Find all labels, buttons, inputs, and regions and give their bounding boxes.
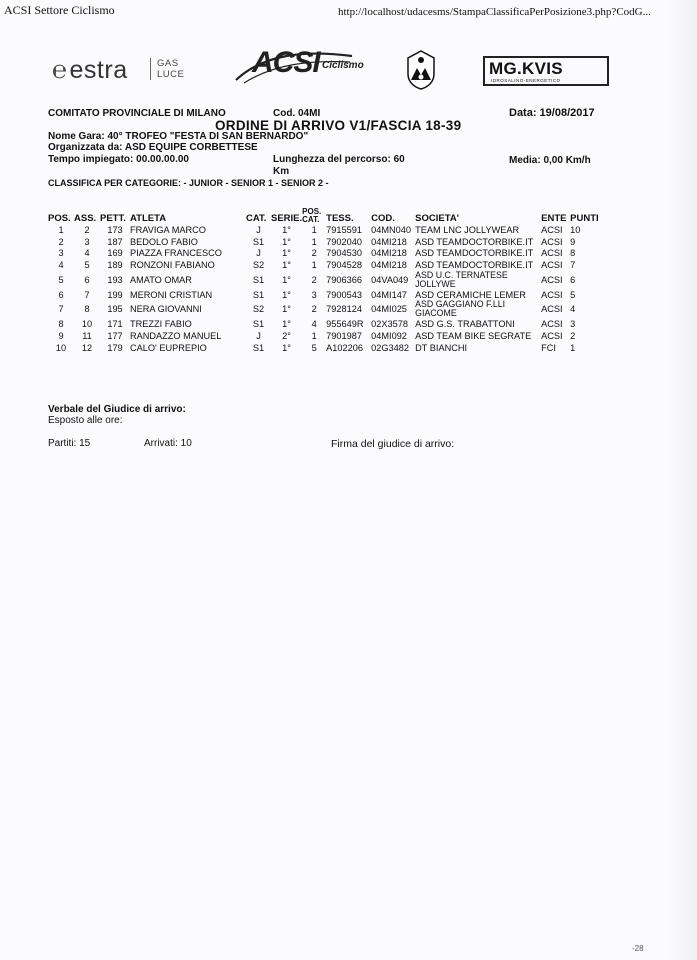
cell-cod: 04MI218 bbox=[371, 259, 407, 270]
cell-pett: 171 bbox=[107, 319, 123, 330]
cell-cat: J bbox=[256, 224, 261, 235]
cell-ass: 7 bbox=[84, 289, 90, 300]
cell-poscat: 5 bbox=[311, 342, 317, 353]
col-serie: SERIE. bbox=[271, 213, 303, 224]
cell-pos: 8 bbox=[58, 319, 64, 330]
cell-pett: 169 bbox=[107, 248, 123, 259]
cell-cod: 02X3578 bbox=[371, 319, 408, 330]
cell-ass: 10 bbox=[81, 319, 93, 330]
cell-ente: ACSI bbox=[541, 236, 563, 247]
table-row bbox=[48, 342, 600, 354]
col-cod: COD. bbox=[371, 213, 395, 224]
table-row bbox=[48, 318, 600, 330]
cell-cat: S1 bbox=[252, 319, 265, 330]
cell-ente: FCI bbox=[541, 342, 556, 353]
cycling-emblem-icon bbox=[404, 50, 438, 90]
cell-atleta: AMATO OMAR bbox=[130, 274, 192, 285]
cell-poscat: 1 bbox=[311, 236, 317, 247]
cell-ente: ACSI bbox=[541, 289, 563, 300]
cell-pos: 2 bbox=[58, 236, 64, 247]
cell-ass: 11 bbox=[82, 330, 92, 341]
course-length: Lunghezza del percorso: 60 bbox=[273, 154, 405, 165]
cell-atleta: MERONI CRISTIAN bbox=[130, 289, 213, 300]
cell-atleta: TREZZI FABIO bbox=[130, 319, 192, 330]
cell-pos: 7 bbox=[58, 304, 64, 315]
cell-societa: ASD GAGGIANO F.LLI GIACOME bbox=[415, 299, 506, 319]
cell-punti: 5 bbox=[570, 289, 576, 300]
cell-ass: 2 bbox=[84, 224, 90, 235]
cell-serie: 1° bbox=[282, 236, 291, 247]
table-row bbox=[48, 271, 600, 289]
cell-tess: 7902040 bbox=[326, 236, 362, 247]
cell-poscat: 1 bbox=[311, 330, 317, 341]
cell-societa: ASD CERAMICHE LEMER bbox=[415, 289, 526, 300]
cell-ass: 6 bbox=[84, 274, 90, 285]
cell-cat: S2 bbox=[252, 304, 265, 315]
cell-ente: ACSI bbox=[541, 319, 563, 330]
col-pos: POS. bbox=[48, 213, 71, 224]
organizer: Organizzata da: ASD EQUIPE CORBETTESE bbox=[48, 142, 258, 153]
cell-pos: 5 bbox=[58, 274, 64, 285]
cell-atleta: RANDAZZO MANUEL bbox=[130, 330, 222, 341]
col-tess: TESS. bbox=[326, 213, 354, 224]
cell-ente: ACSI bbox=[541, 248, 563, 259]
cell-atleta: BEDOLO FABIO bbox=[130, 236, 198, 247]
cell-pett: 199 bbox=[107, 289, 123, 300]
cell-cat: S1 bbox=[252, 274, 265, 285]
cell-cod: 04MI218 bbox=[371, 236, 407, 247]
average-speed: Media: 0,00 Km/h bbox=[509, 155, 591, 166]
cell-tess: 7915591 bbox=[326, 224, 362, 235]
partiti-count: Partiti: 15 bbox=[48, 438, 91, 449]
cell-punti: 1 bbox=[570, 342, 576, 353]
table-row bbox=[48, 259, 600, 271]
cell-societa: ASD G.S. TRABATTONI bbox=[415, 319, 515, 330]
cell-serie: 2° bbox=[282, 330, 291, 341]
cell-pos: 6 bbox=[58, 289, 64, 300]
cell-atleta: PIAZZA FRANCESCO bbox=[130, 248, 222, 259]
acsi-logo-text: ACSI bbox=[252, 46, 320, 79]
table-row bbox=[48, 224, 600, 236]
cell-societa: ASD TEAMDOCTORBIKE.IT bbox=[415, 236, 534, 247]
cell-societa: ASD TEAMDOCTORBIKE.IT bbox=[415, 259, 534, 270]
cell-serie: 1° bbox=[282, 224, 291, 235]
cell-serie: 1° bbox=[282, 259, 291, 270]
cell-atleta: NERA GIOVANNI bbox=[130, 304, 202, 315]
cell-serie: 1° bbox=[282, 342, 291, 353]
committee-name: COMITATO PROVINCIALE DI MILANO bbox=[48, 108, 226, 119]
verbale-label: Verbale del Giudice di arrivo: bbox=[48, 404, 186, 415]
cell-poscat: 1 bbox=[311, 259, 317, 270]
cell-cod: 04MI025 bbox=[371, 304, 407, 315]
results-table bbox=[48, 208, 600, 354]
cell-cat: S1 bbox=[252, 236, 265, 247]
col-atleta: ATLETA bbox=[130, 213, 167, 224]
cell-serie: 1° bbox=[282, 319, 291, 330]
cell-ass: 8 bbox=[84, 304, 90, 315]
cell-punti: 9 bbox=[570, 236, 576, 247]
arrivati-count: Arrivati: 10 bbox=[144, 438, 192, 449]
cell-ass: 3 bbox=[84, 236, 90, 247]
cell-pos: 10 bbox=[55, 342, 67, 353]
cell-tess: 7904530 bbox=[326, 248, 362, 259]
cell-societa: DT BIANCHI bbox=[415, 342, 468, 353]
col-poscat: POS. CAT. bbox=[302, 207, 322, 224]
cell-ente: ACSI bbox=[541, 259, 563, 270]
acsi-logo-sub: Ciclismo bbox=[322, 60, 364, 71]
cell-punti: 8 bbox=[570, 248, 576, 259]
cell-cod: 02G3482 bbox=[371, 342, 409, 353]
cell-poscat: 2 bbox=[311, 304, 317, 315]
cell-pett: 177 bbox=[107, 330, 123, 341]
cell-poscat: 1 bbox=[311, 224, 317, 235]
col-ass: ASS. bbox=[74, 213, 97, 224]
cell-pett: 179 bbox=[107, 342, 123, 353]
table-row bbox=[48, 236, 600, 248]
cell-pett: 195 bbox=[107, 304, 123, 315]
cell-punti: 6 bbox=[570, 274, 576, 285]
page-shadow bbox=[667, 0, 697, 960]
col-societa: SOCIETA' bbox=[415, 213, 459, 224]
table-row bbox=[48, 247, 600, 259]
cell-cat: J bbox=[256, 248, 261, 259]
time-taken: Tempo impiegato: 00.00.00.00 bbox=[48, 154, 189, 165]
cell-pos: 9 bbox=[58, 330, 64, 341]
gas-luce-logo: GAS LUCE bbox=[150, 58, 184, 80]
cell-pos: 3 bbox=[58, 248, 64, 259]
cell-punti: 10 bbox=[570, 224, 581, 235]
cell-atleta: RONZONI FABIANO bbox=[130, 259, 215, 270]
print-header-url: http://localhost/udacesms/StampaClassificaPerPosizione3.php?CodG... bbox=[338, 6, 651, 18]
table-row bbox=[48, 289, 600, 301]
cell-tess: 7904528 bbox=[326, 259, 362, 270]
cell-tess: 7900543 bbox=[326, 289, 362, 300]
cell-ente: ACSI bbox=[541, 274, 563, 285]
page-title: ORDINE DI ARRIVO V1/FASCIA 18-39 bbox=[215, 118, 462, 133]
cell-ente: ACSI bbox=[541, 224, 563, 235]
course-length-unit: Km bbox=[273, 166, 290, 177]
cell-cat: S1 bbox=[252, 342, 265, 353]
cell-cod: 04MI147 bbox=[371, 289, 407, 300]
race-name: Nome Gara: 40° TROFEO "FESTA DI SAN BERNARDO" bbox=[48, 131, 309, 142]
cell-cat: S2 bbox=[252, 259, 265, 270]
cell-punti: 2 bbox=[570, 330, 576, 341]
col-pett: PETT. bbox=[100, 213, 126, 224]
cell-tess: 7928124 bbox=[326, 304, 362, 315]
cell-serie: 1° bbox=[282, 248, 291, 259]
categories-line: CLASSIFICA PER CATEGORIE: - JUNIOR - SENIOR 1 - SENIOR 2 - bbox=[48, 178, 329, 188]
cell-pos: 1 bbox=[58, 224, 64, 235]
estra-logo: ℮estra bbox=[52, 56, 128, 84]
cell-ente: ACSI bbox=[541, 330, 563, 341]
cell-ass: 5 bbox=[84, 259, 90, 270]
cell-atleta: FRAVIGA MARCO bbox=[130, 224, 206, 235]
col-ente: ENTE bbox=[541, 213, 567, 224]
page-mark: -28 bbox=[632, 944, 644, 953]
cell-societa: ASD TEAMDOCTORBIKE.IT bbox=[415, 248, 534, 259]
cell-poscat: 3 bbox=[311, 289, 317, 300]
cell-serie: 1° bbox=[282, 289, 291, 300]
cell-poscat: 4 bbox=[311, 319, 317, 330]
cell-pett: 187 bbox=[107, 236, 123, 247]
cell-tess: A102206 bbox=[326, 342, 363, 353]
cell-societa: ASD U.C. TERNATESE JOLLYWE bbox=[415, 269, 508, 289]
cell-pett: 193 bbox=[107, 274, 123, 285]
cell-cat: J bbox=[256, 330, 261, 341]
col-cat: CAT. bbox=[246, 213, 267, 224]
cell-tess: 7906366 bbox=[326, 274, 362, 285]
cell-atleta: CALO' EUPREPIO bbox=[130, 342, 207, 353]
cell-pos: 4 bbox=[58, 259, 64, 270]
cell-punti: 4 bbox=[570, 304, 576, 315]
table-header bbox=[48, 208, 600, 224]
cell-tess: 7901987 bbox=[326, 330, 362, 341]
cell-ass: 12 bbox=[81, 342, 93, 353]
esposto-label: Esposto alle ore: bbox=[48, 415, 123, 426]
mgk-vis-logo: MG.KVIS IDROSALINO-ENERGETICO bbox=[483, 56, 609, 86]
results-body bbox=[48, 224, 600, 354]
cell-ass: 4 bbox=[84, 248, 90, 259]
cell-cod: 04MN040 bbox=[371, 224, 411, 235]
cell-punti: 3 bbox=[570, 319, 576, 330]
cell-cod: 04MI092 bbox=[371, 330, 407, 341]
race-date: Data: 19/08/2017 bbox=[509, 107, 595, 119]
cell-tess: 955649R bbox=[326, 319, 364, 330]
cell-cod: 04VA049 bbox=[371, 274, 409, 285]
cell-cod: 04MI218 bbox=[371, 248, 407, 259]
col-punti: PUNTI bbox=[570, 213, 599, 224]
cell-serie: 1° bbox=[282, 304, 291, 315]
cell-punti: 7 bbox=[570, 259, 576, 270]
table-row bbox=[48, 300, 600, 318]
sponsor-logos bbox=[52, 46, 612, 94]
cell-serie: 1° bbox=[282, 274, 291, 285]
cell-cat: S1 bbox=[252, 289, 265, 300]
cell-pett: 189 bbox=[107, 259, 123, 270]
cell-ente: ACSI bbox=[541, 304, 563, 315]
cell-societa: TEAM LNC JOLLYWEAR bbox=[415, 224, 520, 235]
cell-societa: ASD TEAM BIKE SEGRATE bbox=[415, 330, 532, 341]
firma-label: Firma del giudice di arrivo: bbox=[331, 438, 455, 450]
cell-pett: 173 bbox=[107, 224, 123, 235]
cell-poscat: 2 bbox=[311, 274, 317, 285]
print-header-left: ACSI Settore Ciclismo bbox=[4, 3, 115, 17]
committee-code: Cod. 04MI bbox=[273, 108, 321, 119]
cell-poscat: 2 bbox=[311, 248, 317, 259]
table-row bbox=[48, 330, 600, 342]
